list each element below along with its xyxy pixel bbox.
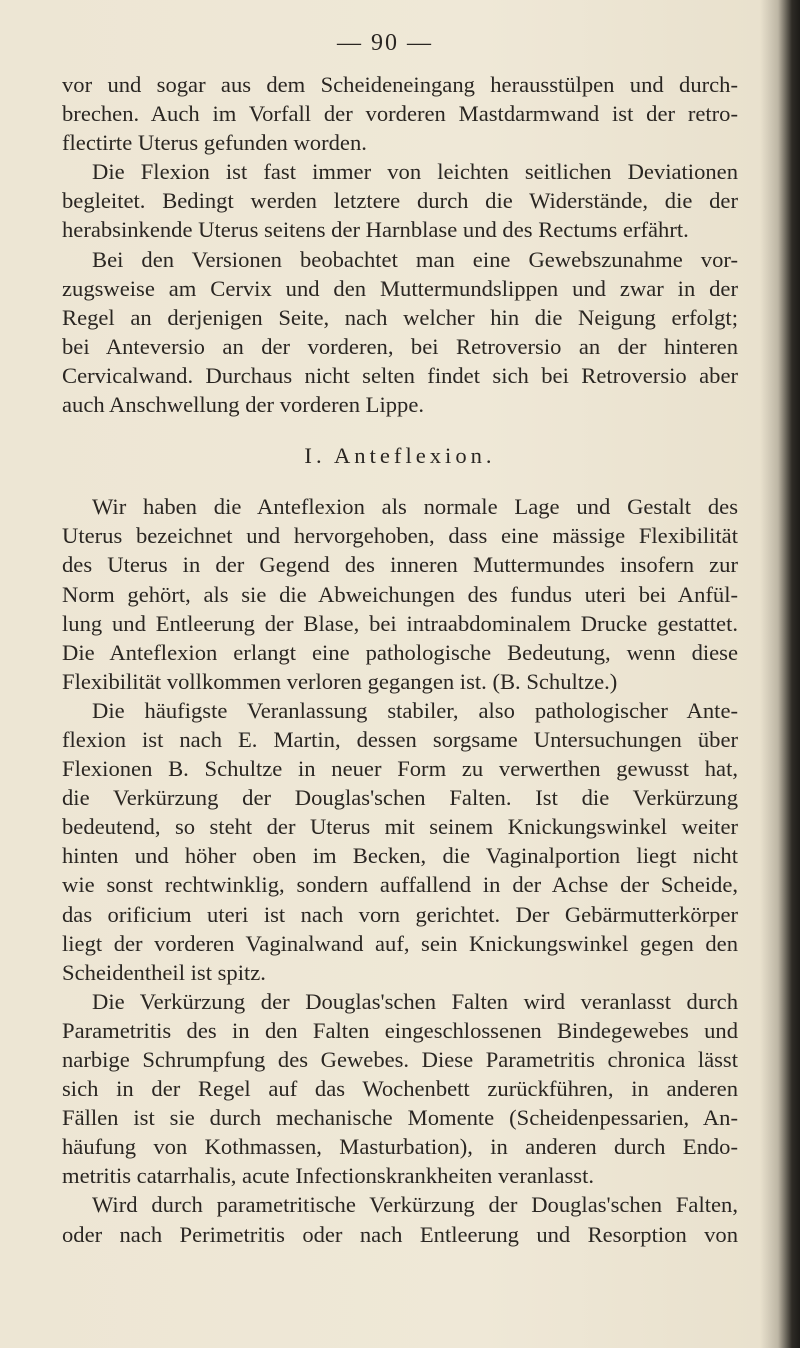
- body-text: [62, 70, 738, 1249]
- text-line: häufung von Kothmassen, Masturbation), in anderen durch Endo-: [62, 1134, 738, 1160]
- text-line: oder nach Perimetritis oder nach Entleerung und Resorption von: [62, 1221, 738, 1247]
- text-line: Die Flexion ist fast immer von leichten seitlichen Deviationen: [92, 159, 738, 185]
- text-line: des Uterus in der Gegend des inneren Muttermundes insofern zur: [62, 552, 738, 578]
- text-line: flexion ist nach E. Martin, dessen sorgsame Untersuchungen über: [62, 726, 738, 752]
- text-line: wie sonst rechtwinklig, sondern auffallend in der Achse der Scheide,: [62, 872, 738, 898]
- text-line: Fällen ist sie durch mechanische Momente (Scheidenpessarien, An-: [62, 1105, 738, 1131]
- text-line: narbige Schrumpfung des Gewebes. Diese Parametritis chronica lässt: [62, 1047, 738, 1072]
- text-line: hinten und höher oben im Becken, die Vaginalportion liegt nicht: [62, 843, 738, 869]
- text-line: Bei den Versionen beobachtet man eine Gewebszunahme vor-: [92, 246, 738, 272]
- text-line: liegt der vorderen Vaginalwand auf, sein Knickungswinkel gegen den: [62, 930, 738, 956]
- text-line: Die häufigste Veranlassung stabiler, also pathologischer Ante-: [92, 697, 738, 723]
- text-line: sich in der Regel auf das Wochenbett zurückführen, in anderen: [62, 1076, 738, 1102]
- paragraph-common-cause: [62, 696, 738, 987]
- book-binding-shadow: [760, 0, 800, 1348]
- text-line: Wird durch parametritische Verkürzung der Douglas'schen Falten,: [92, 1192, 738, 1218]
- text-line: Parametritis des in den Falten eingeschlossenen Bindegewebes und: [62, 1017, 738, 1043]
- text-line: vor und sogar aus dem Scheideneingang herausstülpen und durch-: [62, 72, 738, 97]
- text-line: zugsweise am Cervix und den Muttermundslippen und zwar in der: [62, 275, 738, 301]
- text-line: Norm gehört, als sie die Abweichungen des fundus uteri bei Anfül-: [62, 581, 738, 607]
- page-number: — 90 —: [337, 30, 433, 56]
- text-line: Flexibilität vollkommen verloren gegangen ist. (B. Schultze.): [62, 668, 618, 694]
- text-line: metritis catarrhalis, acute Infectionskrankheiten veranlasst.: [62, 1163, 594, 1189]
- paragraph-parametritis: [62, 987, 738, 1191]
- text-line: herabsinkende Uterus seitens der Harnblase und des Rectums erfährt.: [62, 217, 689, 243]
- text-line: Flexionen B. Schultze in neuer Form zu verwerthen gewusst hat,: [62, 756, 738, 782]
- text-line: begleitet. Bedingt werden letztere durch die Widerstände, die der: [62, 188, 738, 214]
- text-line: bei Anteversio an der vorderen, bei Retroversio an der hinteren: [62, 333, 738, 359]
- text-line: Die Anteflexion erlangt eine pathologische Bedeutung, wenn diese: [62, 639, 738, 665]
- paragraph-anteflexion-definition: [62, 492, 738, 696]
- paragraph-flexion-deviations: [62, 157, 738, 244]
- text-line: das orificium uteri ist nach vorn gerichtet. Der Gebärmutterkörper: [62, 901, 738, 927]
- text-line: Wir haben die Anteflexion als normale Lage und Gestalt des: [92, 494, 738, 520]
- paragraph-parametritic-shortening: [62, 1190, 738, 1248]
- text-line: Die Verkürzung der Douglas'schen Falten wird veranlasst durch: [92, 988, 738, 1014]
- text-line: Uterus bezeichnet und hervorgehoben, dass eine mässige Flexibilität: [62, 523, 738, 549]
- paragraph-versions: [62, 245, 738, 420]
- text-line: auch Anschwellung der vorderen Lippe.: [62, 392, 425, 418]
- text-line: lung und Entleerung der Blase, bei intraabdominalem Drucke gestattet.: [62, 610, 738, 636]
- text-line: Regel an derjenigen Seite, nach welcher hin die Neigung erfolgt;: [62, 304, 738, 330]
- paragraph-continuation: [62, 70, 738, 157]
- text-line: brechen. Auch im Vorfall der vorderen Mastdarmwand ist der retro-: [62, 101, 738, 127]
- section-heading: I. Anteflexion.: [304, 443, 496, 469]
- text-line: flectirte Uterus gefunden worden.: [62, 130, 367, 156]
- text-line: bedeutend, so steht der Uterus mit seinem Knickungswinkel weiter: [62, 814, 738, 840]
- text-line: Scheidentheil ist spitz.: [62, 959, 266, 985]
- text-line: Cervicalwand. Durchaus nicht selten findet sich bei Retroversio aber: [62, 362, 738, 388]
- text-line: die Verkürzung der Douglas'schen Falten. Ist die Verkürzung: [62, 785, 738, 811]
